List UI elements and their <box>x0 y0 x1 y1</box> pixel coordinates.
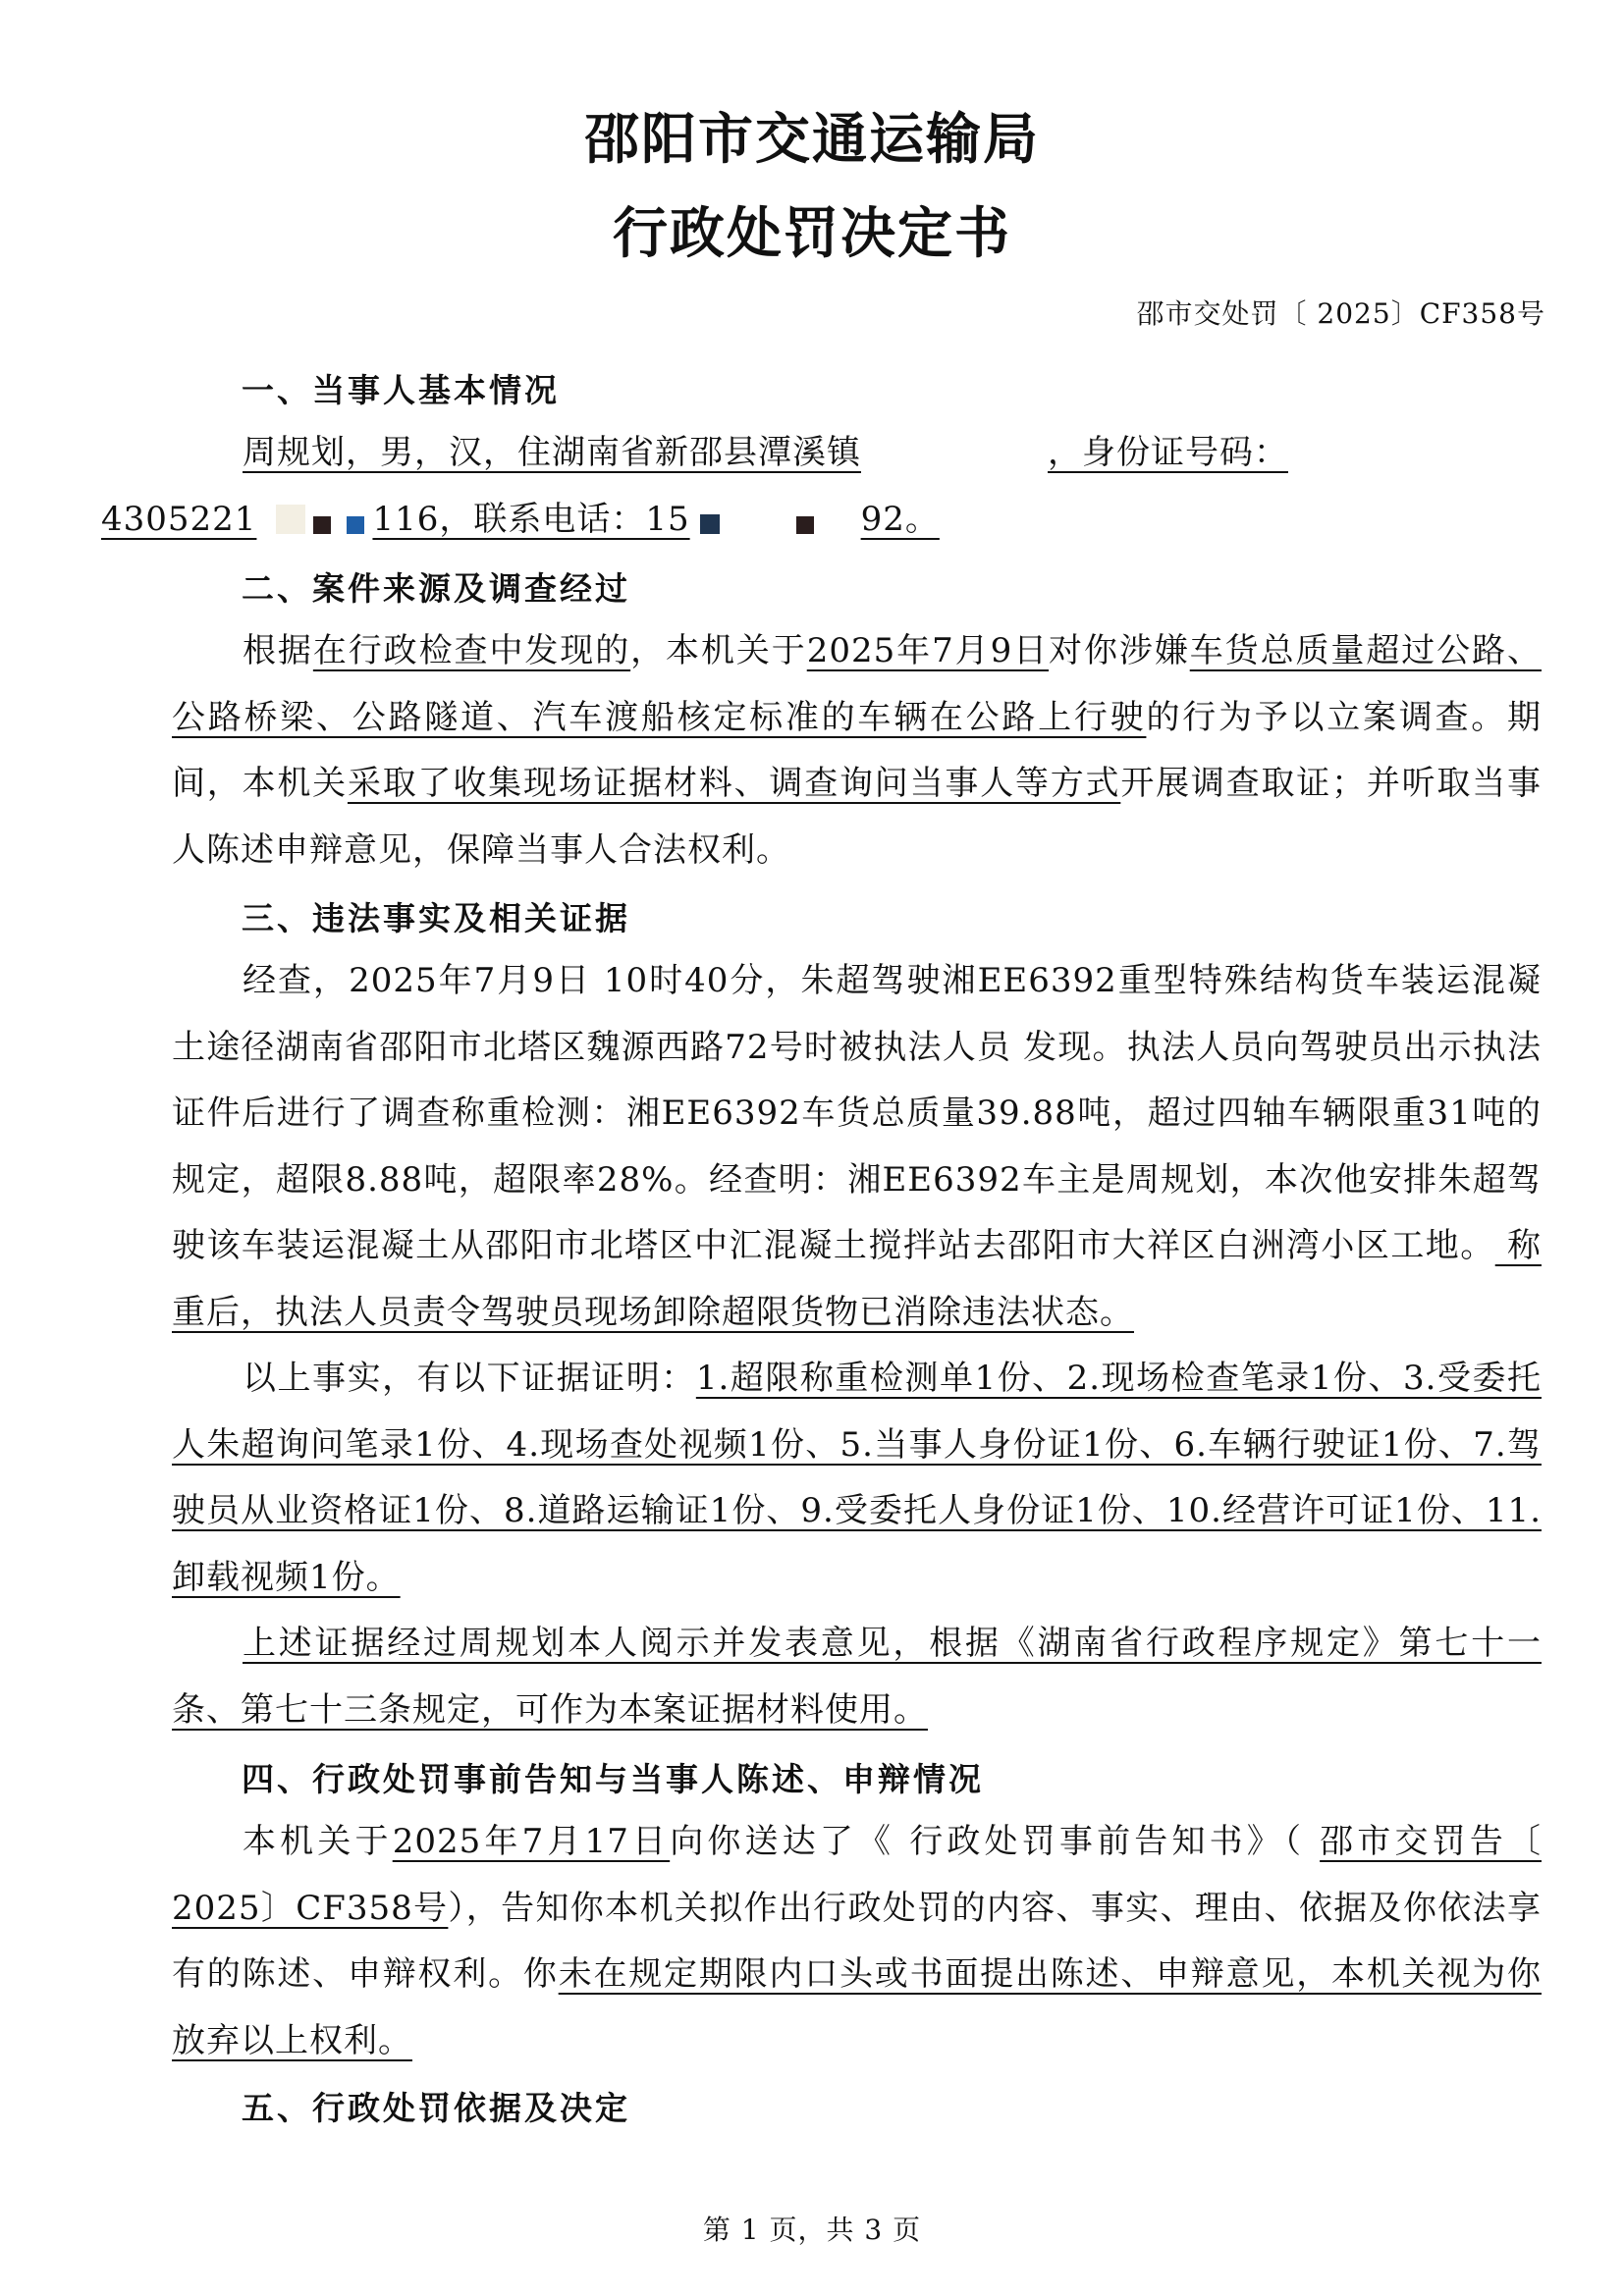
party-info-text-b: ，身份证号码： <box>1048 433 1288 472</box>
case-source-text: ，本机关于 <box>630 631 807 670</box>
redaction-mask <box>796 516 814 534</box>
party-info-text-a: 周规划，男，汉，住湖南省新邵县潭溪镇 <box>243 433 861 472</box>
case-source-text: 的行为予以立案调查。期间，本机关 <box>172 697 1543 803</box>
case-source-text: 根据 <box>243 631 313 670</box>
violation-facts-paragraph <box>172 948 1542 1346</box>
section-heading-prior-notice: 四、行政处罚事前告知与当事人陈述、申辩情况 <box>242 1760 984 1798</box>
case-filing-date: 2025年7月9日 <box>806 631 1050 670</box>
case-source-text: 对你涉嫌 <box>1049 631 1190 670</box>
page-number: 第 1 页，共 3 页 <box>702 2214 922 2246</box>
prior-notice-text: ），告知你本机关拟作出行政处罚的内容、事实、理由、依据及你依法享有的陈述、申辩权利。你 <box>172 1888 1543 1994</box>
evidence-list-paragraph <box>172 1346 1542 1611</box>
redaction-mask <box>276 505 305 534</box>
notice-served-date: 2025年7月17日 <box>392 1822 671 1861</box>
redaction-mask <box>861 438 1048 467</box>
contact-text: 116，联系电话：15 <box>372 499 690 539</box>
waiver-statement: 未在规定期限内口头或书面提出陈述、申辩意见，本机关视为你放弃以上权利。 <box>172 1954 1543 2060</box>
investigation-methods: 采取了收集现场证据材料、调查询问当事人等方式 <box>347 764 1121 803</box>
section-heading-party-info: 一、当事人基本情况 <box>242 371 560 409</box>
violation-facts-text: 经查，2025年7月9日 10时40分，朱超驾驶湘EE6392重型特殊结构货车装运混凝土途径湖南省邵阳市北塔区魏源西路72号时被执法人员 发现。执法人员向驾驶员出示执法证件后进行了调查称重检测：湘EE6392车货总质量39.88吨，超过四轴车辆限重31吨的规定，超限8.88吨，超限率28%。经查明：湘EE6392车主是周规划，本次他安排朱超驾驶该车装运混凝土从邵阳市北塔区中汇混凝土搅拌站去邵阳市大祥区白洲湾小区工地。 <box>172 961 1542 1265</box>
case-source-origin: 在行政检查中发现的 <box>312 631 631 670</box>
document-number: 邵市交处罚〔 2025〕CF358号 <box>1136 297 1545 330</box>
redaction-mask <box>347 516 364 534</box>
case-source-text: 开展调查取证；并听取当事人陈述申辩意见，保障当事人合法权利。 <box>172 764 1543 870</box>
party-info-paragraph <box>101 420 1542 553</box>
section-heading-penalty-decision: 五、行政处罚依据及决定 <box>242 2089 630 2127</box>
notice-document-number: 邵市交罚告〔 2025〕CF358号 <box>172 1822 1542 1928</box>
document-title: 邵阳市交通运输局 <box>584 108 1040 172</box>
section-heading-facts-evidence: 三、违法事实及相关证据 <box>242 899 630 937</box>
phone-suffix: 92。 <box>860 499 940 539</box>
violation-remedy-text: 称重后，执法人员责令驾驶员现场卸除超限货物已消除违法状态。 <box>172 1226 1542 1332</box>
evidence-intro-text: 以上事实，有以下证据证明： <box>243 1359 696 1398</box>
evidence-validity-text: 上述证据经过周规划本人阅示并发表意见，根据《湖南省行政程序规定》第七十一条、第七十三条规定，可作为本案证据材料使用。 <box>172 1624 1542 1730</box>
prior-notice-text: 向你送达了《 行政处罚事前告知书》（ <box>670 1822 1321 1861</box>
section-heading-case-source: 二、案件来源及调查经过 <box>242 569 630 608</box>
prior-notice-text: 本机关于 <box>243 1822 393 1861</box>
id-number-prefix: 4305221 <box>101 499 257 539</box>
redaction-mask <box>700 514 720 534</box>
redaction-mask <box>730 505 788 534</box>
prior-notice-paragraph <box>172 1809 1542 2074</box>
evidence-validity-paragraph <box>172 1611 1542 1743</box>
redaction-mask <box>313 516 331 534</box>
document-subtitle: 行政处罚决定书 <box>613 202 1011 266</box>
evidence-list-text: 1.超限称重检测单1份、2.现场检查笔录1份、3.受委托人朱超询问笔录1份、4.现场查处视频1份、5.当事人身份证1份、6.车辆行驶证1份、7.驾驶员从业资格证1份、8.道路运输证1份、9.受委托人身份证1份、10.经营许可证1份、11.卸载视频1份。 <box>172 1359 1542 1597</box>
suspected-violation: 车货总质量超过公路、公路桥梁、公路隧道、汽车渡船核定标准的车辆在公路上行驶 <box>172 631 1543 737</box>
case-source-paragraph <box>172 618 1542 883</box>
